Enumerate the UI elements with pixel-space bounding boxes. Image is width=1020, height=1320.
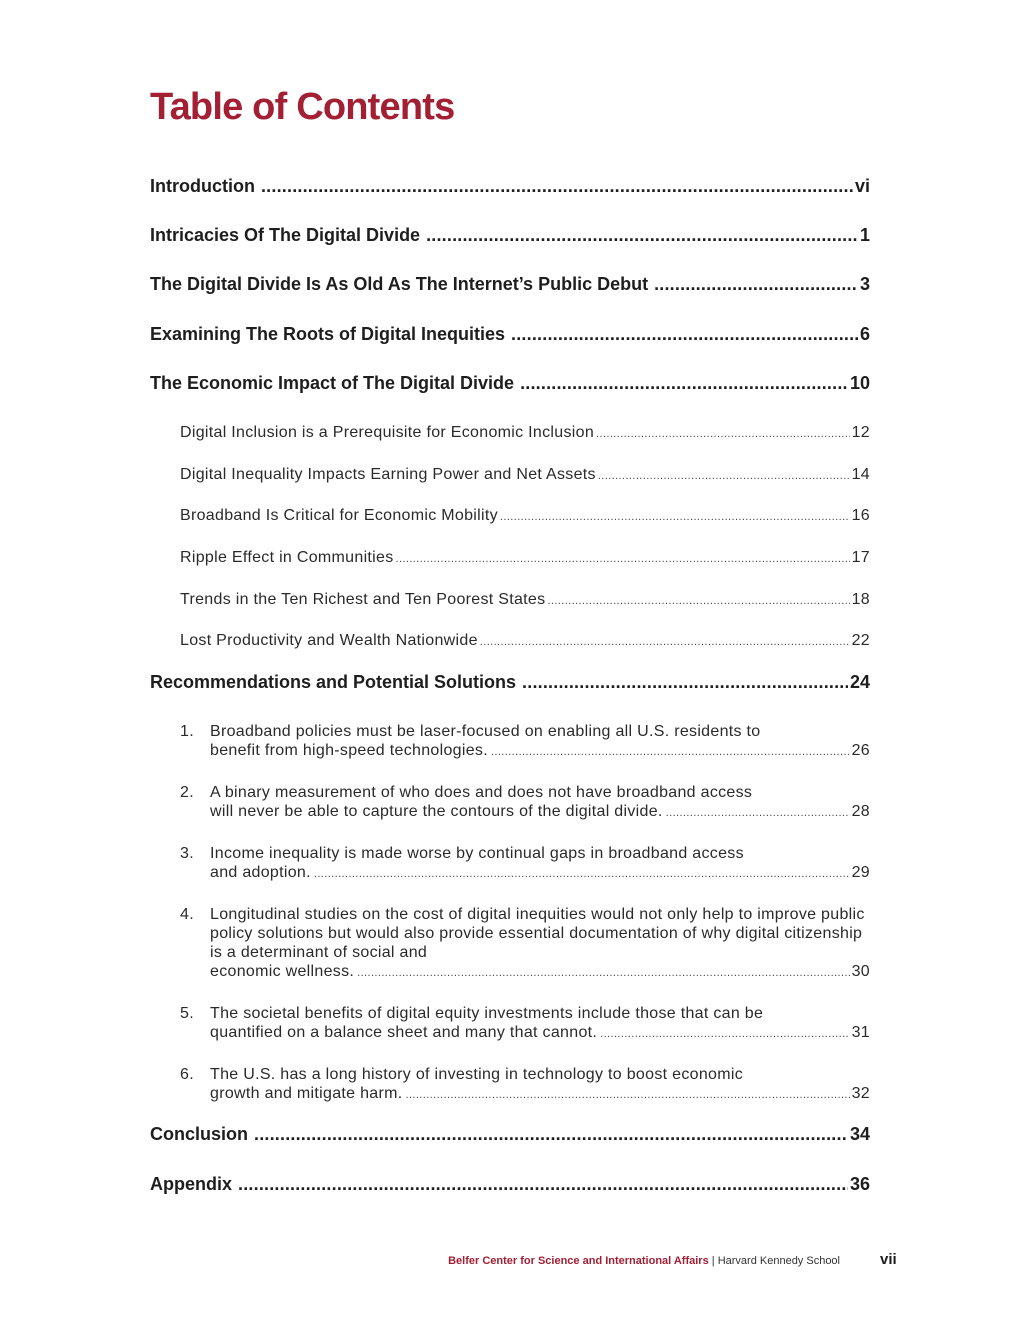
toc-entry-label: Introduction: [150, 176, 255, 196]
toc-subentry-digital-inclusion[interactable]: [180, 422, 870, 445]
toc-subentry-page: 17: [851, 549, 870, 566]
toc-entry-roots[interactable]: [150, 322, 870, 346]
recommendation-page: 31: [851, 1024, 870, 1041]
toc-subentry-lost-productivity[interactable]: [180, 630, 870, 653]
toc-subentry-economic-mobility[interactable]: [180, 505, 870, 528]
recommendation-text: Income inequality is made worse by continual gaps in broadband access: [210, 845, 744, 862]
footer-page-number: vii: [880, 1251, 897, 1268]
recommendation-text: The U.S. has a long history of investing in technology to boost economic: [210, 1066, 743, 1083]
table-of-contents: [150, 0, 870, 1320]
toc-recommendation-1[interactable]: [180, 722, 870, 762]
toc-entry-label: Examining The Roots of Digital Inequities: [150, 324, 506, 344]
toc-subentry-label: Broadband Is Critical for Economic Mobility: [180, 507, 498, 524]
toc-entry-label: Conclusion: [150, 1124, 248, 1144]
toc-entry-page: 6: [859, 324, 870, 344]
recommendation-page: 29: [851, 864, 870, 881]
toc-entry-intricacies[interactable]: [150, 223, 870, 247]
toc-subentry-label: Digital Inclusion is a Prerequisite for Economic Inclusion: [180, 424, 595, 441]
dot-leader: [396, 548, 850, 570]
toc-entry-economic-impact[interactable]: [150, 371, 870, 395]
toc-entry-label: The Economic Impact of The Digital Divide: [150, 373, 515, 393]
toc-subentry-ripple-effect[interactable]: [180, 547, 870, 570]
page-footer: [0, 1252, 1020, 1270]
toc-entry-conclusion[interactable]: [150, 1122, 870, 1146]
toc-subentry-page: 12: [851, 424, 870, 441]
dot-leader: [598, 465, 850, 487]
dot-leader: [238, 1172, 848, 1196]
dot-leader: [261, 174, 853, 198]
toc-subentry-page: 14: [851, 466, 870, 483]
recommendation-text: Broadband policies must be laser-focused on enabling all U.S. residents to: [210, 723, 761, 740]
page-title: Table of Contents: [150, 86, 455, 128]
dot-leader: [500, 506, 850, 528]
toc-entry-page: 3: [859, 274, 870, 294]
recommendation-text-end: benefit from high-speed technologies.: [210, 742, 488, 759]
dot-leader: [426, 223, 858, 247]
toc-entry-page: 24: [849, 672, 870, 692]
dot-leader: [511, 322, 858, 346]
recommendation-number: 4.: [180, 906, 194, 923]
toc-entry-page: 36: [849, 1174, 870, 1194]
toc-entry-introduction[interactable]: [150, 174, 870, 198]
toc-entry-page: 10: [849, 373, 870, 393]
toc-entry-page: 34: [849, 1124, 870, 1144]
footer-separator: |: [711, 1255, 715, 1267]
toc-recommendation-3[interactable]: [180, 844, 870, 884]
dot-leader: [522, 670, 848, 694]
toc-recommendation-5[interactable]: [180, 1004, 870, 1044]
toc-entry-page: 1: [859, 225, 870, 245]
dot-leader: [254, 1122, 848, 1146]
dot-leader: [600, 1025, 849, 1044]
toc-entry-recommendations[interactable]: [150, 670, 870, 694]
dot-leader: [654, 272, 858, 296]
footer-school: Harvard Kennedy School: [717, 1255, 840, 1267]
toc-recommendation-4[interactable]: [180, 905, 870, 983]
recommendation-number: 3.: [180, 845, 194, 862]
toc-entry-label: The Digital Divide Is As Old As The Internet’s Public Debut: [150, 274, 649, 294]
toc-entry-page: vi: [854, 176, 870, 196]
footer-center-name: Belfer Center for Science and International Affairs: [448, 1255, 709, 1267]
recommendation-text: The societal benefits of digital equity investments include those that can be: [210, 1005, 764, 1022]
recommendation-number: 6.: [180, 1066, 194, 1083]
recommendation-number: 5.: [180, 1005, 194, 1022]
dot-leader: [314, 865, 850, 884]
recommendation-text-end: economic wellness.: [210, 963, 355, 980]
toc-recommendation-6[interactable]: [180, 1065, 870, 1105]
recommendation-text: Longitudinal studies on the cost of digital inequities would not only help to improve public policy solutions but would also provide essential documentation of why digital citizenship is a determinant of social and: [210, 906, 865, 961]
toc-subentry-label: Ripple Effect in Communities: [180, 549, 394, 566]
recommendation-number: 1.: [180, 723, 194, 740]
recommendation-text-end: and adoption.: [210, 864, 311, 881]
dot-leader: [405, 1086, 849, 1105]
dot-leader: [666, 804, 850, 823]
toc-recommendation-2[interactable]: [180, 783, 870, 823]
recommendation-page: 30: [851, 963, 870, 980]
recommendation-page: 32: [851, 1085, 870, 1102]
toc-entry-internet-debut[interactable]: [150, 272, 870, 296]
recommendation-text: A binary measurement of who does and does not have broadband access: [210, 784, 753, 801]
toc-subentry-label: Trends in the Ten Richest and Ten Poorest States: [180, 591, 546, 608]
toc-entry-label: Intricacies Of The Digital Divide: [150, 225, 421, 245]
toc-entry-label: Appendix: [150, 1174, 233, 1194]
dot-leader: [480, 631, 850, 653]
recommendation-text-end: growth and mitigate harm.: [210, 1085, 403, 1102]
footer-organization: [448, 1252, 840, 1270]
dot-leader: [357, 964, 849, 983]
toc-subentry-label: Digital Inequality Impacts Earning Power and Net Assets: [180, 466, 596, 483]
toc-entry-appendix[interactable]: [150, 1172, 870, 1196]
dot-leader: [547, 590, 849, 612]
toc-subentry-label: Lost Productivity and Wealth Nationwide: [180, 632, 478, 649]
toc-subentry-trends[interactable]: [180, 589, 870, 612]
toc-subentry-page: 22: [851, 632, 870, 649]
dot-leader: [491, 743, 850, 762]
recommendation-page: 26: [851, 742, 870, 759]
toc-subentry-earning-power[interactable]: [180, 464, 870, 487]
dot-leader: [520, 371, 848, 395]
toc-subentry-page: 16: [851, 507, 870, 524]
dot-leader: [596, 423, 850, 445]
recommendation-text-end: quantified on a balance sheet and many that cannot.: [210, 1024, 598, 1041]
recommendation-number: 2.: [180, 784, 194, 801]
toc-subentry-page: 18: [851, 591, 870, 608]
recommendation-text-end: will never be able to capture the contours of the digital divide.: [210, 803, 663, 820]
recommendation-page: 28: [851, 803, 870, 820]
toc-entry-label: Recommendations and Potential Solutions: [150, 672, 517, 692]
